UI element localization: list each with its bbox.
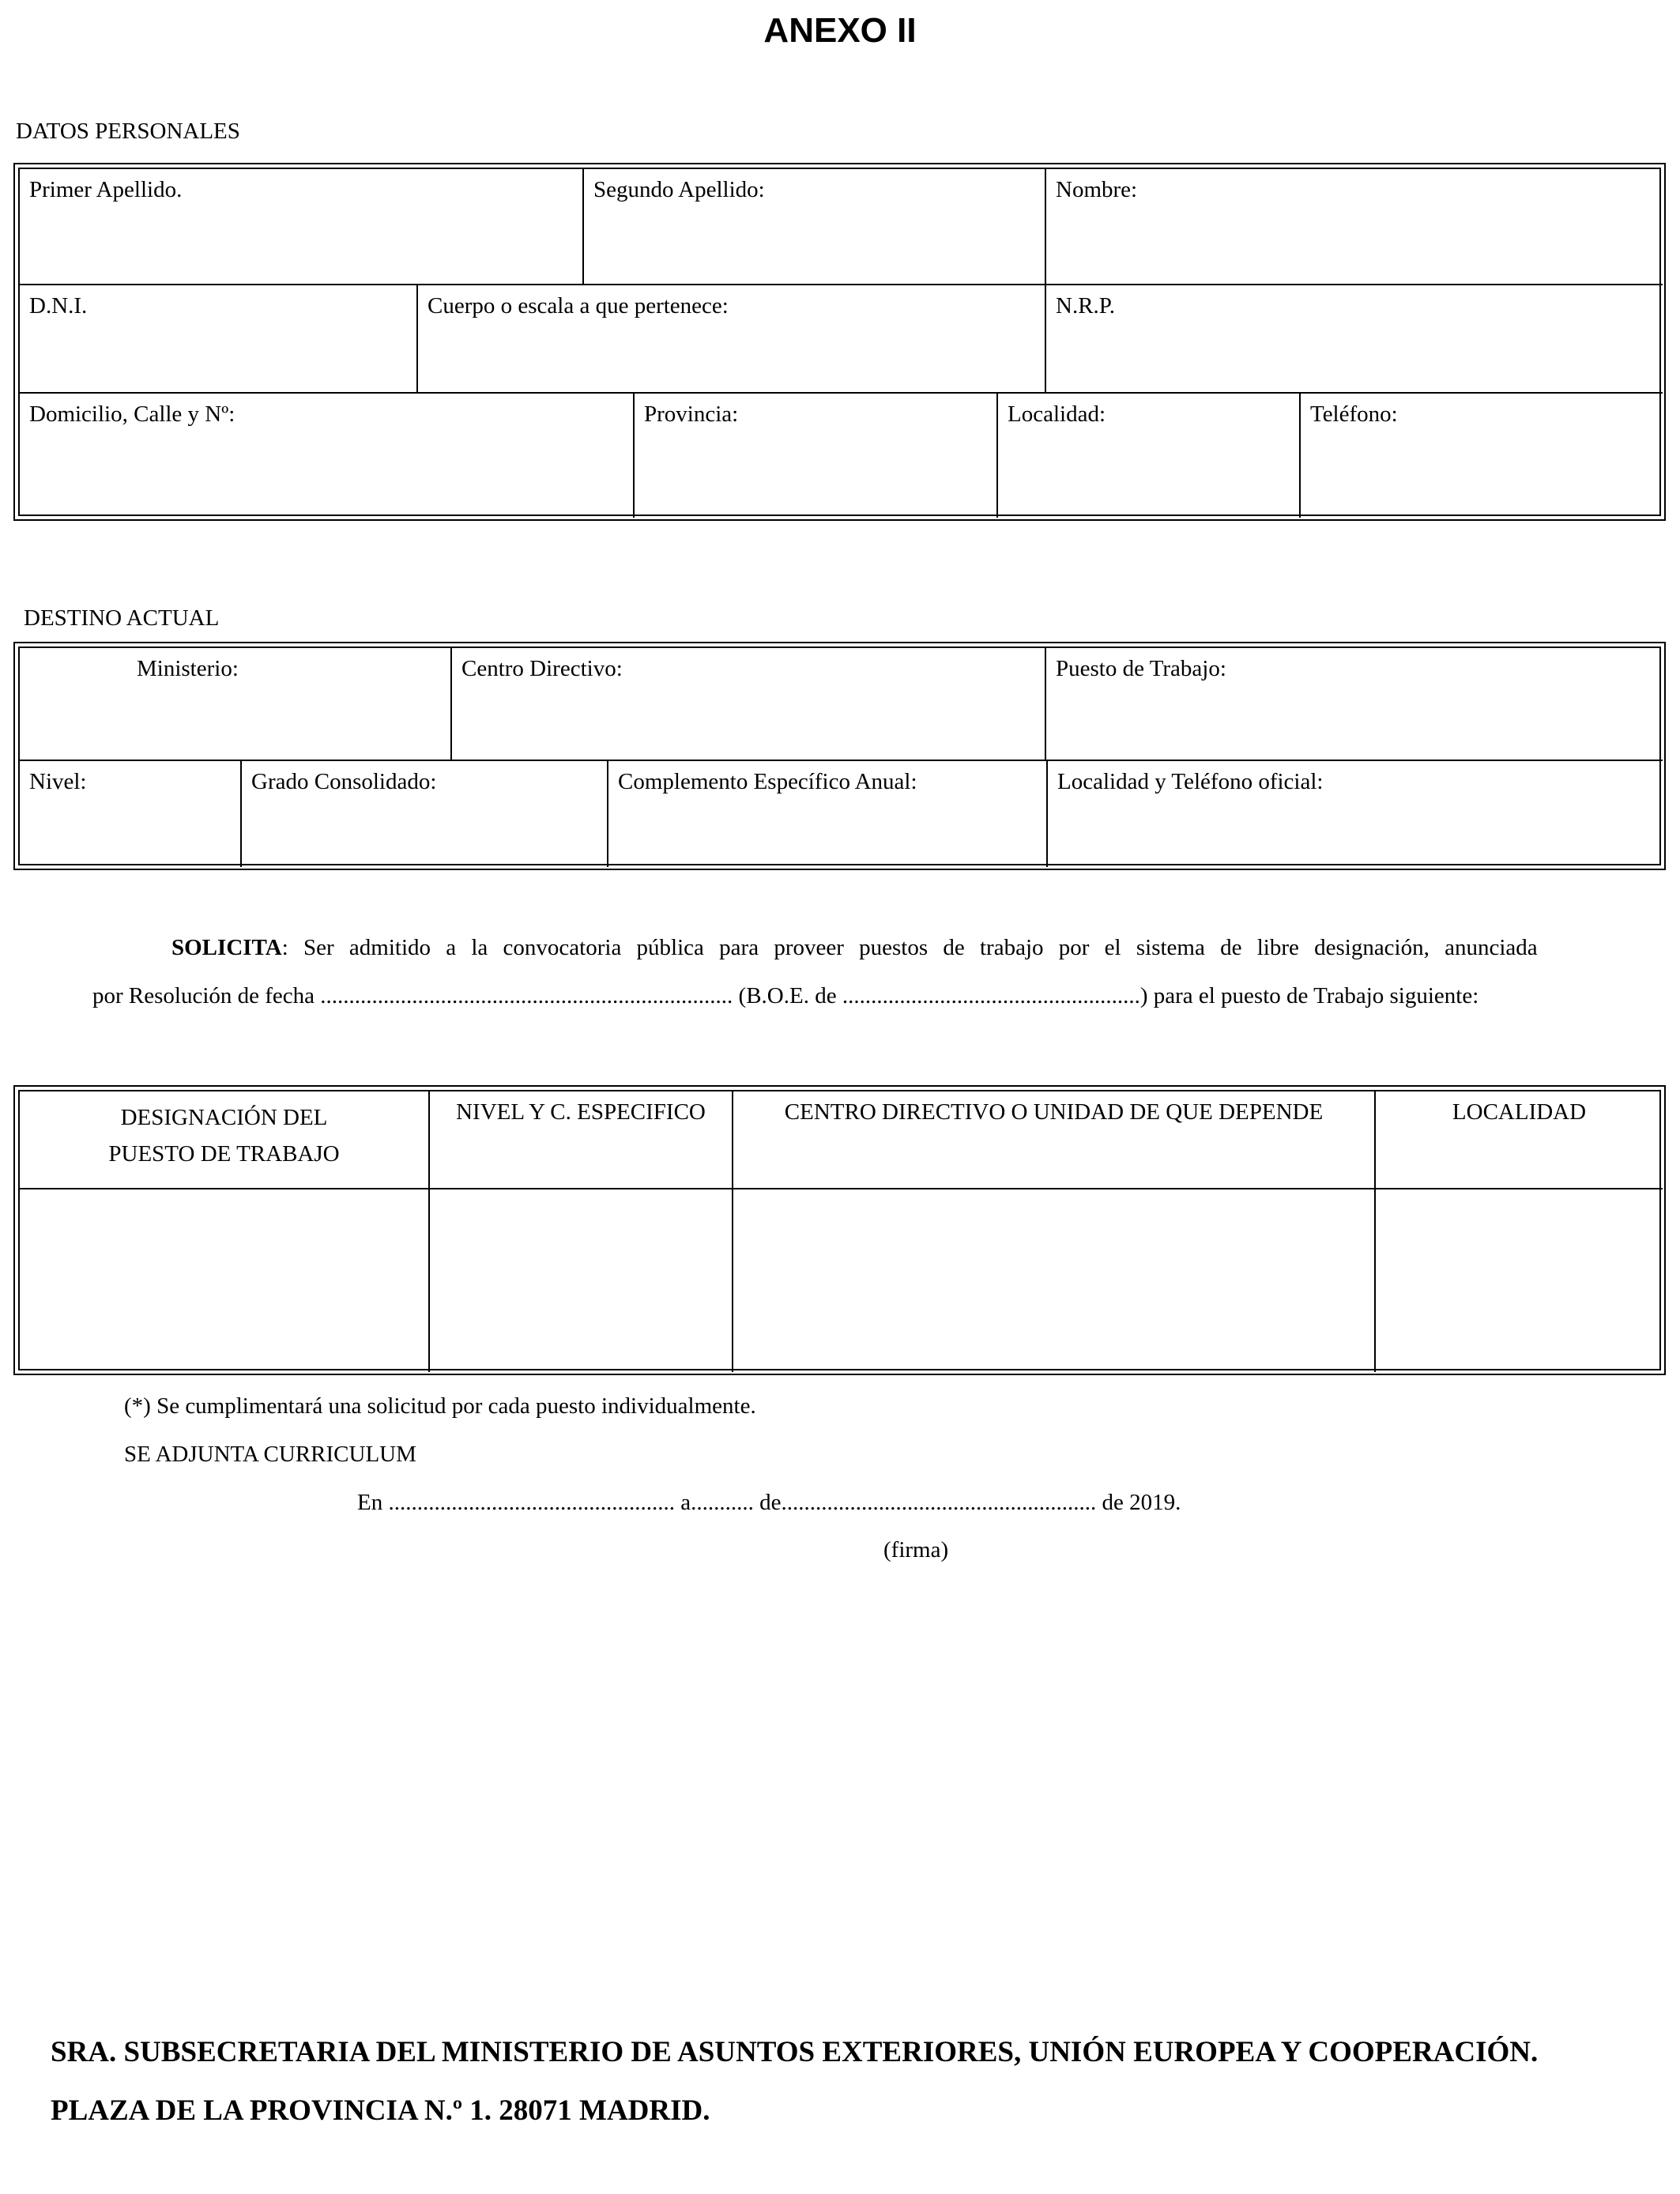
puesto-centro-cell[interactable] xyxy=(733,1189,1375,1372)
puesto-localidad-cell[interactable] xyxy=(1375,1189,1663,1372)
telefono-label: Teléfono: xyxy=(1310,401,1398,427)
nrp-field[interactable] xyxy=(1045,285,1663,392)
datos-row-1 xyxy=(20,169,1663,285)
puestos-header-row xyxy=(20,1091,1663,1189)
nivel-label: Nivel: xyxy=(29,769,87,794)
col-localidad-label: LOCALIDAD xyxy=(1452,1099,1587,1125)
destino-actual-table xyxy=(18,647,1661,865)
domicilio-label: Domicilio, Calle y Nº: xyxy=(29,401,235,427)
footer-addressee: SRA. SUBSECRETARIA DEL MINISTERIO DE ASUNTOS EXTERIORES, UNIÓN EUROPEA Y COOPERACIÓN. xyxy=(51,2036,1539,2068)
solicita-line-1 xyxy=(171,935,1538,961)
col-centro-label: CENTRO DIRECTIVO O UNIDAD DE QUE DEPENDE xyxy=(784,1099,1324,1125)
provincia-label: Provincia: xyxy=(644,401,739,427)
nombre-field[interactable] xyxy=(1045,169,1663,285)
nrp-label: N.R.P. xyxy=(1056,293,1115,319)
ministerio-field[interactable] xyxy=(20,648,451,761)
solicita-line-1-text: : Ser admitido a la convocatoria pública para proveer puestos de trabajo por el sistema de libre designación, anunciada xyxy=(281,935,1538,960)
destino-actual-frame xyxy=(13,642,1666,870)
puesto-trabajo-label: Puesto de Trabajo: xyxy=(1056,656,1226,681)
solicita-line-2: por Resolución de fecha ........................................................................ (B.O.E. de ....................................................) para el puesto de Trabajo siguiente: xyxy=(92,983,1479,1008)
solicita-keyword: SOLICITA xyxy=(171,935,282,960)
datos-personales-table xyxy=(18,168,1661,516)
telefono-field[interactable] xyxy=(1300,393,1663,518)
col-nivel-label: NIVEL Y C. ESPECIFICO xyxy=(456,1099,706,1125)
puesto-trabajo-field[interactable] xyxy=(1045,648,1663,761)
centro-directivo-label: Centro Directivo: xyxy=(461,656,623,681)
col-localidad-header xyxy=(1375,1091,1663,1189)
complemento-label: Complemento Específico Anual: xyxy=(618,769,917,794)
col-designacion-line1: DESIGNACIÓN DEL xyxy=(120,1105,328,1130)
dni-label: D.N.I. xyxy=(29,293,88,319)
section-label-destino-actual: DESTINO ACTUAL xyxy=(24,605,220,631)
centro-directivo-field[interactable] xyxy=(451,648,1045,761)
provincia-field[interactable] xyxy=(634,393,997,518)
primer-apellido-field[interactable] xyxy=(20,169,583,285)
footer-address: PLAZA DE LA PROVINCIA N.º 1. 28071 MADRID. xyxy=(51,2094,710,2127)
fecha-line: En .................................................. a........... de....................................................... de 2019. xyxy=(357,1490,1181,1515)
destino-row-1 xyxy=(20,648,1663,761)
nombre-label: Nombre: xyxy=(1056,177,1138,202)
ministerio-label: Ministerio: xyxy=(137,656,239,681)
page-title: ANEXO II xyxy=(763,11,917,50)
localidad-field[interactable] xyxy=(997,393,1300,518)
primer-apellido-label: Primer Apellido. xyxy=(29,177,183,202)
puestos-data-row xyxy=(20,1188,1663,1372)
localidad-telefono-field[interactable] xyxy=(1047,760,1663,867)
col-designacion-line2: PUESTO DE TRABAJO xyxy=(108,1141,340,1167)
segundo-apellido-label: Segundo Apellido: xyxy=(593,177,765,202)
grado-consolidado-field[interactable] xyxy=(241,760,608,867)
complemento-field[interactable] xyxy=(608,760,1047,867)
cuerpo-label: Cuerpo o escala a que pertenece: xyxy=(428,293,729,319)
col-designacion-header xyxy=(20,1091,429,1189)
dni-field[interactable] xyxy=(20,285,417,392)
destino-row-2 xyxy=(20,760,1663,867)
domicilio-field[interactable] xyxy=(20,393,634,518)
section-label-datos-personales: DATOS PERSONALES xyxy=(16,119,240,144)
localidad-telefono-label: Localidad y Teléfono oficial: xyxy=(1057,769,1324,794)
datos-row-2 xyxy=(20,284,1663,392)
cuerpo-field[interactable] xyxy=(417,285,1045,392)
col-nivel-header xyxy=(429,1091,733,1189)
datos-row-3 xyxy=(20,392,1663,518)
nivel-field[interactable] xyxy=(20,760,241,867)
note-curriculum: SE ADJUNTA CURRICULUM xyxy=(124,1442,416,1467)
puestos-frame xyxy=(13,1085,1666,1375)
col-centro-header xyxy=(733,1091,1375,1189)
localidad-label: Localidad: xyxy=(1008,401,1106,427)
segundo-apellido-field[interactable] xyxy=(583,169,1045,285)
puesto-nivel-cell[interactable] xyxy=(429,1189,733,1372)
firma-label: (firma) xyxy=(883,1537,949,1563)
puestos-table xyxy=(18,1090,1661,1370)
puesto-designacion-cell[interactable] xyxy=(20,1189,429,1372)
datos-personales-frame xyxy=(13,163,1666,521)
grado-consolidado-label: Grado Consolidado: xyxy=(251,769,437,794)
note-solicitud: (*) Se cumplimentará una solicitud por cada puesto individualmente. xyxy=(124,1393,756,1419)
